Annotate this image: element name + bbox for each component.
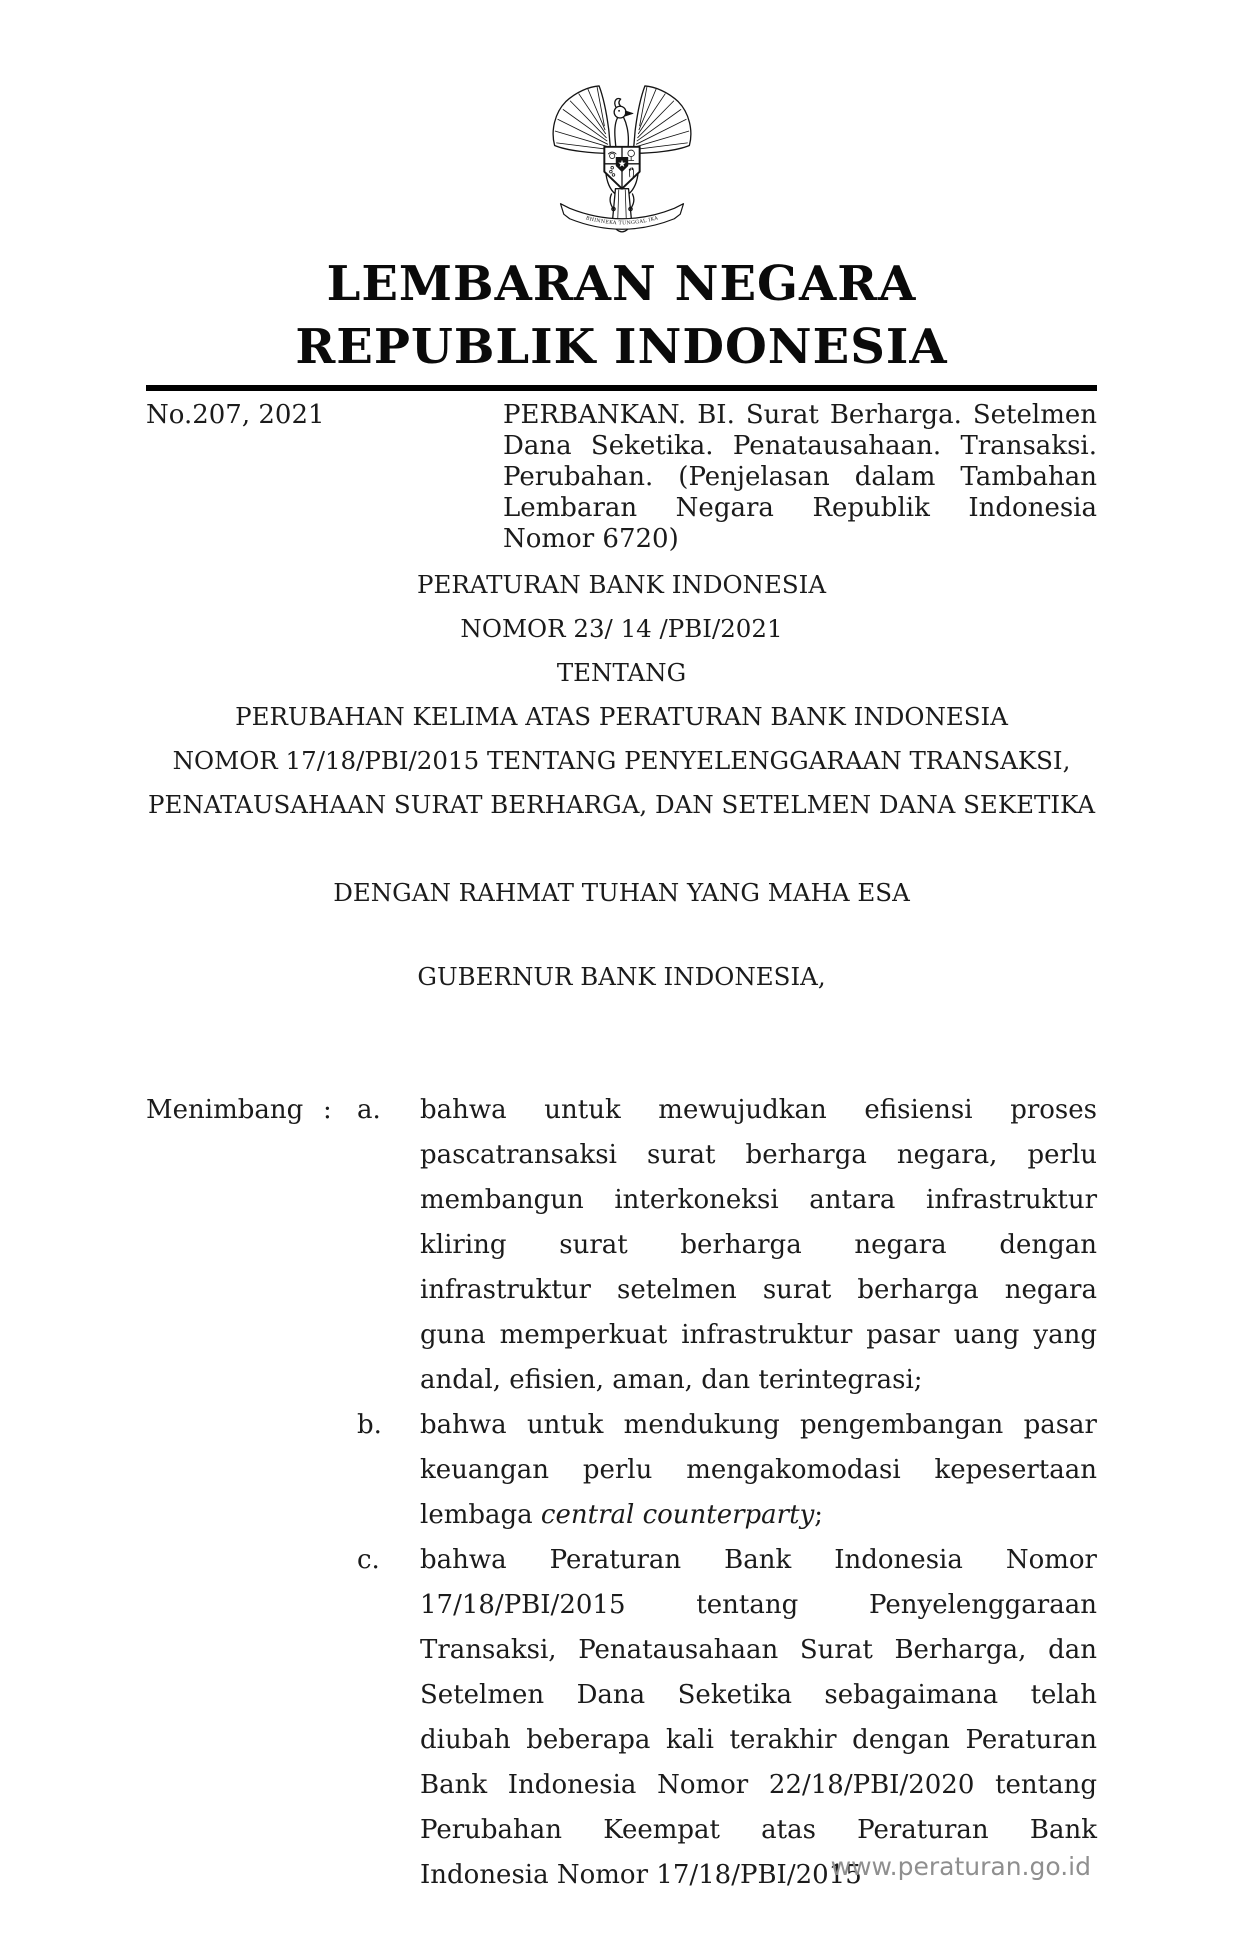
regulation-number: NOMOR 23/ 14 /PBI/2021	[460, 614, 783, 643]
masthead-title	[146, 253, 1097, 379]
considering-colon: :	[323, 1095, 332, 1125]
invocation-line: DENGAN RAHMAT TUHAN YANG MAHA ESA	[333, 878, 910, 907]
item-text: bahwa untuk mendukung pengembangan pasar keuangan perlu mengakomodasi kepesertaan lembaga central counterparty;	[420, 1410, 1097, 1530]
item-marker: b.	[357, 1410, 382, 1440]
gazette-notice	[146, 400, 1097, 555]
regulation-heading: PERATURAN BANK INDONESIA	[416, 570, 827, 599]
item-text: bahwa Peraturan Bank Indonesia Nomor 17/18/PBI/2015 tentang Penyelenggaraan Transaksi, Penatausahaan Surat Berharga, dan Setelmen Dana Seketika sebagaimana telah diubah beberapa kali terakhir dengan Peraturan Bank Indonesia Nomor 22/18/PBI/2020 tentang Perubahan Keempat atas Peraturan Bank Indonesia Nomor 17/18/PBI/2015	[420, 1545, 1097, 1890]
item-text: bahwa untuk mewujudkan efisiensi proses pascatransaksi surat berharga negara, perlu membangun interkoneksi antara infrastruktur kliring surat berharga negara dengan infrastruktur setelmen surat berharga negara guna memperkuat infrastruktur pasar uang yang andal, efisien, aman, dan terintegrasi;	[420, 1095, 1097, 1395]
considering-section	[146, 1088, 1097, 1898]
right-wing-icon	[633, 86, 691, 153]
masthead	[146, 84, 1097, 379]
item-marker: c.	[357, 1545, 380, 1575]
italic-term: central counterparty	[540, 1500, 815, 1530]
garuda-pancasila-emblem	[146, 84, 1097, 241]
masthead-title-line1: LEMBARAN NEGARA	[326, 256, 917, 312]
masthead-title-line2: REPUBLIK INDONESIA	[295, 319, 948, 375]
gazette-subject: PERBANKAN. BI. Surat Berharga. Setelmen Dana Seketika. Penatausahaan. Transaksi. Perubahan. (Penjelasan dalam Tambahan Lembaran Negara Republik Indonesia Nomor 6720)	[503, 400, 1097, 554]
regulation-title-line-3: PENATAUSAHAAN SURAT BERHARGA, DAN SETELMEN DANA SEKETIKA	[147, 790, 1096, 819]
considering-item-c	[357, 1538, 1097, 1898]
regulation-headings	[146, 563, 1097, 827]
regulation-title-line-1: PERUBAHAN KELIMA ATAS PERATURAN BANK INDONESIA	[235, 702, 1008, 731]
considering-item-a	[357, 1088, 1097, 1403]
regulation-title-line-2: NOMOR 17/18/PBI/2015 TENTANG PENYELENGGARAAN TRANSAKSI,	[172, 746, 1071, 775]
considering-item-b	[357, 1403, 1097, 1538]
footer-watermark: www.peraturan.go.id	[830, 1852, 1091, 1881]
gazette-number: No.207, 2021	[146, 400, 325, 430]
tentang-label: TENTANG	[556, 658, 687, 687]
emblem-motto: BHINNEKA TUNGGAL IKA	[584, 215, 659, 227]
considering-items	[357, 1088, 1097, 1898]
issuer-line: GUBERNUR BANK INDONESIA,	[417, 962, 826, 991]
left-wing-icon	[553, 86, 611, 153]
considering-label: Menimbang	[146, 1095, 304, 1125]
item-marker: a.	[357, 1095, 381, 1125]
masthead-rule	[146, 385, 1097, 391]
